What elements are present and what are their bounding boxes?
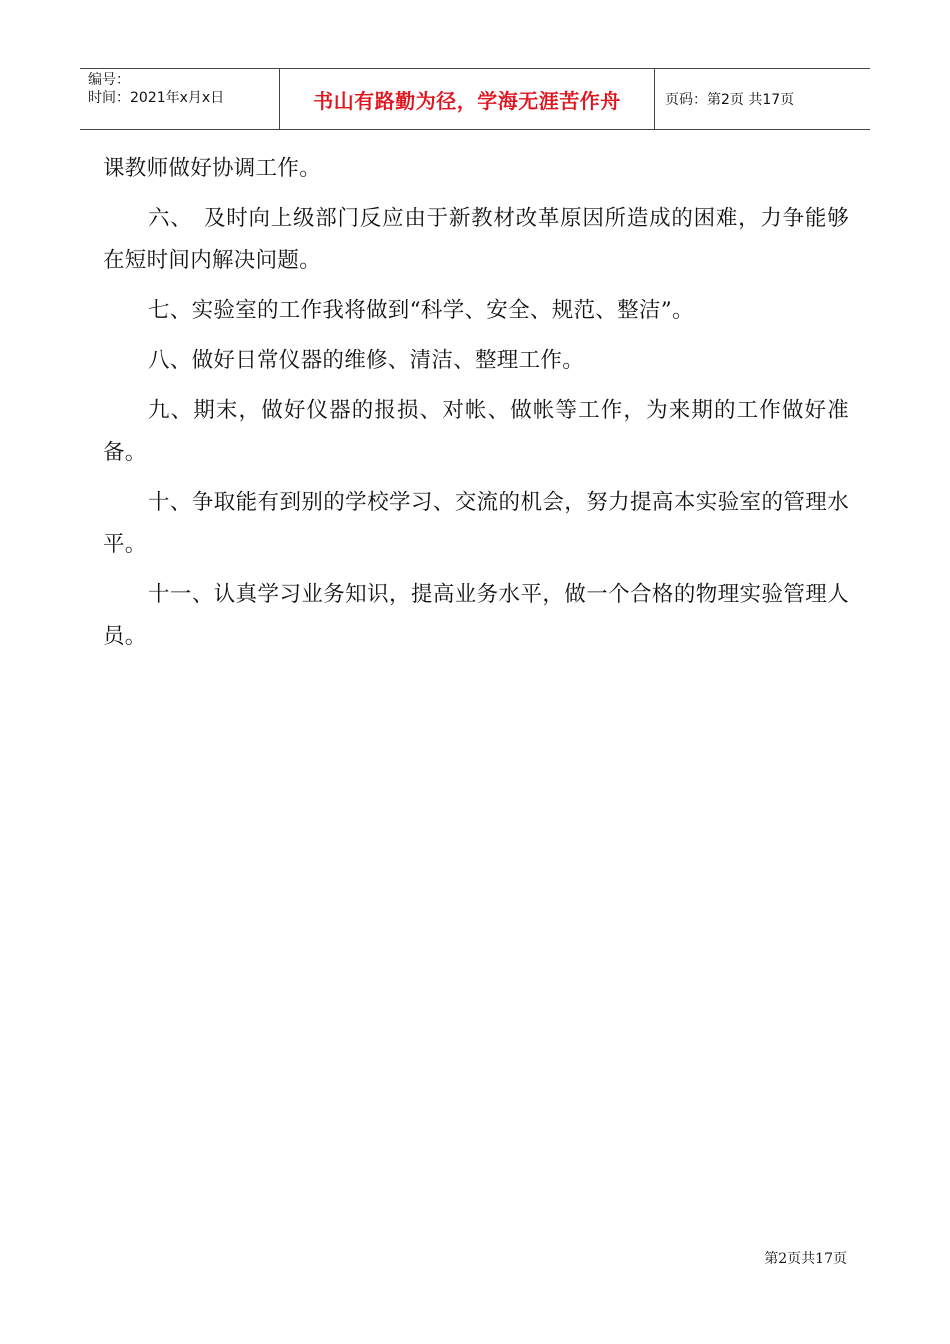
paragraph-continuation: 课教师做好协调工作。 (103, 156, 322, 181)
header-motto: 书山有路勤为径，学海无涯苦作舟 (280, 69, 655, 129)
paragraph-item-9: 九、期末，做好仪器的报损、对帐、做帐等工作，为来期的工作做好准备。 (103, 398, 849, 465)
paragraph-item-6: 六、 及时向上级部门反应由于新教材改革原因所造成的困难，力争能够在短时间内解决问题。 (103, 206, 849, 273)
page-footer: 第2页共17页 (764, 1251, 847, 1267)
page-header (80, 68, 870, 130)
document-number-label: 编号： (88, 72, 130, 88)
header-page-info: 页码：第2页 共17页 (665, 92, 795, 108)
header-meta (80, 69, 280, 129)
document-body (103, 148, 849, 666)
paragraph-item-7: 七、实验室的工作我将做到“科学、安全、规范、整洁”。 (148, 298, 694, 323)
paragraph-item-10: 十、争取能有到别的学校学习、交流的机会，努力提高本实验室的管理水平。 (103, 490, 849, 557)
paragraph-item-11: 十一、认真学习业务知识，提高业务水平，做一个合格的物理实验管理人员。 (103, 582, 849, 649)
paragraph-item-8: 八、做好日常仪器的维修、清洁、整理工作。 (148, 348, 585, 373)
document-time: 时间：2021年x月x日 (88, 90, 225, 106)
